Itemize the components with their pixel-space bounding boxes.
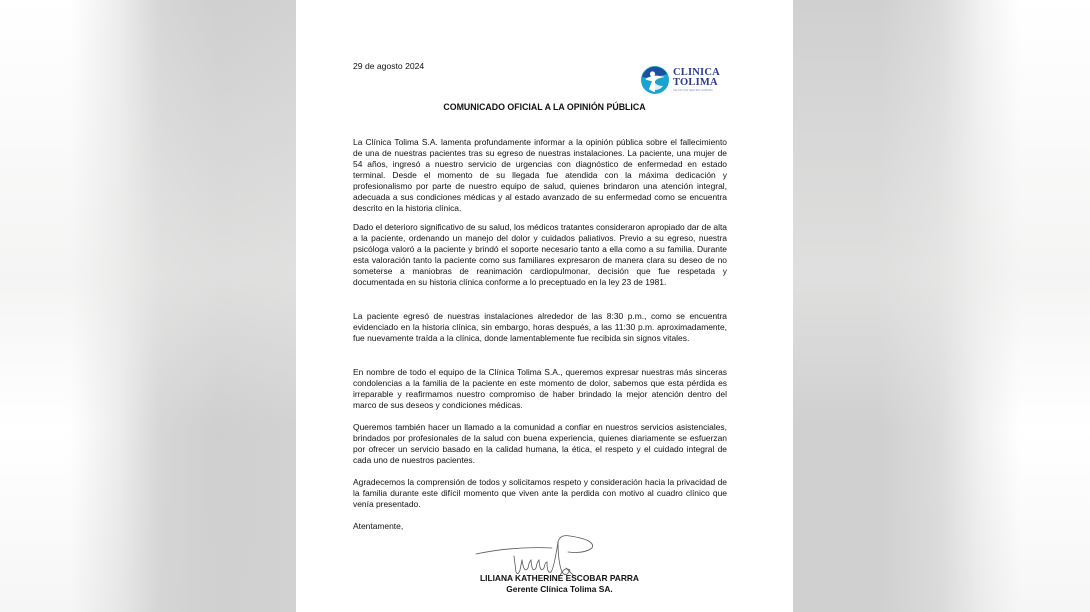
blurred-background-right — [793, 0, 1090, 612]
letter-date: 29 de agosto 2024 — [353, 61, 425, 71]
paragraph-5: Queremos también hacer un llamado a la comunidad a confiar en nuestros servicios asistenciales, brindados por profesionales de la salud con buena experiencia, quienes diariamente se esfuerzan por ofrecer un servicio basado en la calidad humana, la ética, el respeto y el cuidado integral de cada uno de nuestros pacientes. — [353, 422, 727, 465]
letter-page — [296, 0, 793, 612]
paragraph-4: En nombre de todo el equipo de la Clínica Tolima S.A., queremos expresar nuestras más sinceras condolencias a la familia de la paciente en este momento de dolor, sabemos que esta pérdida es irreparable y reafirmamos nuestro compromiso de haber brindado la mejor atención dentro del marco de sus deseos y condiciones médicas. — [353, 367, 727, 410]
clinic-logo — [640, 64, 730, 96]
blurred-background-left — [0, 0, 296, 612]
closing-salutation: Atentamente, — [353, 521, 404, 531]
paragraph-3: La paciente egresó de nuestras instalaciones alrededor de las 8:30 p.m., como se encuentra evidenciado en la historia clínica, sin embargo, horas después, a las 11:30 p.m. aproximadamente, fue nuevamente traída a la clínica, donde lamentablemente fue recibida sin signos vitales. — [353, 311, 727, 343]
logo-name-line1: CLINICA — [673, 66, 720, 78]
paragraph-6: Agradecemos la comprensión de todos y solicitamos respeto y consideración hacia la privacidad de la familia durante este difícil momento que viven ante la perdida con motivo al cuadro clínico que venía presentado. — [353, 477, 727, 509]
logo-name-line2: TOLIMA — [673, 77, 718, 89]
letter-title: COMUNICADO OFICIAL A LA OPINIÓN PÚBLICA — [443, 102, 646, 112]
signer-title: Gerente Clínica Tolima SA. — [506, 584, 613, 594]
paragraph-1: La Clínica Tolima S.A. lamenta profundamente informar a la opinión pública sobre el fallecimiento de una de nuestras pacientes tras su egreso de nuestras instalaciones. La paciente, una mujer de 54 años, ingresó a nuestro servicio de urgencias con diagnóstico de enfermedad en estado terminal. Desde el momento de su llegada fue atendida con la máxima dedicación y profesionalismo por parte de nuestro equipo de salud, quienes brindaron una atención integral, adecuada a sus condiciones médicas y al estado avanzado de su enfermedad como se encuentra descrito en la historia clínica. — [353, 137, 727, 213]
signer-name: LILIANA KATHERINE ESCOBAR PARRA — [480, 573, 639, 583]
paragraph-2: Dado el deterioro significativo de su salud, los médicos tratantes consideraron apropiado dar de alta a la paciente, ordenando un manejo del dolor y cuidados paliativos. Previo a su egreso, nuestra psicóloga valoró a la paciente y brindó el soporte necesario tanto a ella como a su familia. Durante esta valoración tanto la paciente como sus familiares expresaron de manera clara su deseo de no someterse a maniobras de reanimación cardiopulmonar, decisión que fue respetada y documentada en su historia clínica conforme a lo preceptuado en la ley 23 de 1981. — [353, 222, 727, 287]
clinica-tolima-logo-icon — [640, 65, 670, 95]
logo-tagline: SALUD CON SENTIDO HUMANO — [673, 88, 713, 92]
logo-wordmark — [673, 68, 720, 93]
